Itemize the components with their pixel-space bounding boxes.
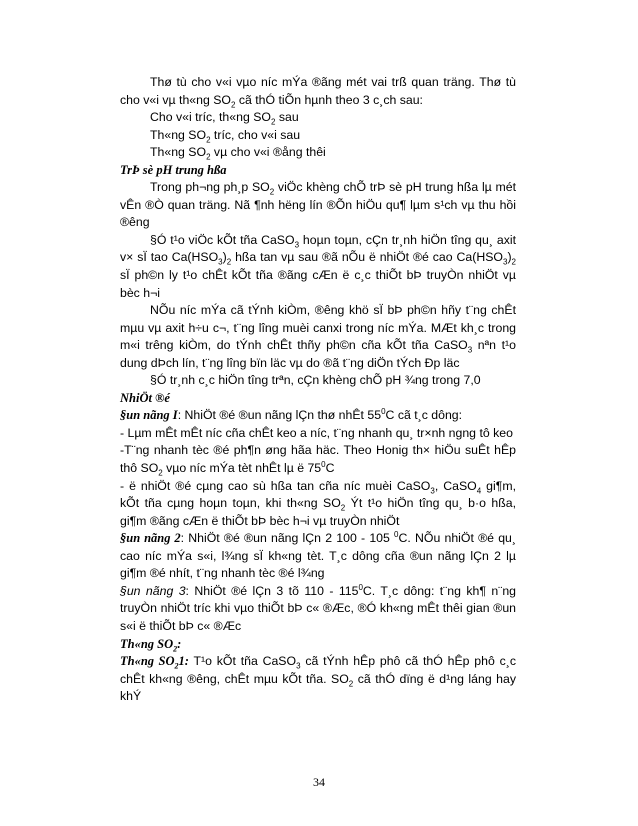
superscript: 0: [381, 407, 386, 417]
text: sau: [275, 110, 299, 125]
text: Thø tù cho v«i vµo níc mÝa ®ãng mét vai trß quan träng. Thø tù cho v«i vµ th«ng SO: [120, 75, 516, 107]
text: 1:: [178, 654, 189, 669]
subscript: 3: [296, 661, 301, 671]
text: C: [325, 461, 335, 476]
text: hßa tan vµ sau ®ã nÕu ë nhiÖt ®é cao Ca(HSO: [231, 250, 503, 265]
step-label: [120, 654, 189, 671]
text: :: [177, 636, 182, 651]
text: viÖc khèng chÕ trÞ sè pH trung hßa lµ mét vÊn ®Ò quan träng. Nã ¶nh hëng lín ®Õn hiÖu qu¶ lµm s¹ch vµ thu hồi ®êng: [120, 180, 516, 230]
subscript: 2: [226, 257, 232, 267]
subscript: 3: [430, 486, 435, 496]
text: T¹o kÕt tña CaSO: [188, 654, 297, 669]
subscript: 2: [348, 679, 354, 689]
text: sÏ ph©n ly t¹o chÊt kÕt tña ®ãng cÆn ë c¸c thiÕt bÞ truyÒn nhiÖt vµ bèc h¬i: [120, 268, 516, 300]
option-3: [120, 144, 516, 162]
text: NÕu níc mÝa cã tÝnh kiÒm, ®êng khö sÏ bÞ ph©n hñy t¨ng chÊt mµu vµ axit h÷u c¬, t¨ng lîng muèi canxi trong níc mÝa. MÆt kh¸c trong m«i trêng kiÒm, do tÝnh chÊt thñy ph©n cña kÕt tña CaSO: [120, 303, 516, 353]
text: : NhiÖt ®é ®un nãng lÇn 2 100 - 105: [180, 531, 395, 546]
subscript: 2: [270, 117, 276, 127]
paragraph: [120, 232, 516, 302]
section-heading-temperature: NhiÖt ®é: [120, 390, 170, 405]
text: vµo níc mÝa tèt nhÊt lµ ë 75: [162, 461, 322, 476]
text: Th«ng SO: [120, 654, 175, 669]
subscript: 3: [218, 257, 223, 267]
subscript: 2: [269, 187, 275, 197]
text: , CaSO: [434, 478, 477, 493]
option-2: [120, 127, 516, 145]
text: hoµn toµn, cÇn tr¸nh hiÖn tîng qu¸ axit v× sÏ tao Ca(HSO: [120, 232, 516, 265]
superscript: 0: [321, 459, 326, 469]
heating-step-3: [120, 583, 516, 636]
heating-step-1: [120, 407, 516, 425]
superscript: 0: [394, 530, 399, 540]
text: C cã t¸c dông:: [385, 408, 463, 423]
subscript: 2: [340, 503, 346, 513]
subscript: 2: [174, 661, 179, 671]
step-label: §un nãng 2: [120, 531, 181, 546]
text: Cho v«i tríc, th«ng SO: [150, 110, 271, 125]
text: : NhiÖt ®é lÇn 3 tõ 110 - 115: [185, 583, 359, 598]
heating-step-2: [120, 530, 516, 583]
text: §Ó t¹o viÖc kÕt tña CaSO: [150, 232, 295, 247]
text: cã tÝnh hÊp phô cã thÓ hÊp phô c¸c chÊt kh«ng ®êng, chÊt mµu kÕt tña. SO: [120, 654, 516, 686]
text: -T¨ng nhanh tèc ®é ph¶n øng hãa häc. Theo Honig th× hiÖu suÊt hÊp thô SO: [120, 443, 516, 476]
subscript: 3: [502, 257, 508, 267]
text: C. T¸c dông: t¨ng kh¶ n¨ng truyÒn nhiÖt tríc khi vµo thiÕt bÞ c« ®Æc, ®Ó kh«ng mÊt thêi gian ®un s«i ë thiÕt bÞ c« ®Æc: [120, 583, 516, 633]
section-heading-ph: TrÞ sè pH trung hßa: [120, 162, 227, 177]
subscript: 2: [511, 257, 516, 267]
subscript: 2: [173, 644, 178, 653]
text: Th«ng SO: [150, 127, 207, 142]
subscript: 4: [476, 486, 482, 496]
subscript: 2: [206, 152, 211, 162]
step-label: §un nãng 3: [120, 583, 186, 598]
text: cã thÓ tiÕn hµnh theo 3 c¸ch sau:: [235, 92, 423, 107]
bullet-item: - Lµm mÊt mÊt níc cña chÊt keo a níc, t¨ng nhanh qu¸ tr×nh ngng tô keo: [120, 425, 513, 440]
step-label: §un nãng I: [120, 408, 178, 423]
subscript: 2: [230, 100, 236, 109]
superscript: 0: [358, 582, 363, 592]
bullet-item: [120, 442, 516, 477]
paragraph: §Ó tr¸nh c¸c hiÖn tîng trªn, cÇn khèng chÕ pH ¾ng trong 7,0: [150, 373, 481, 388]
subscript: 3: [467, 345, 473, 355]
page-body: [120, 74, 516, 706]
subscript: 2: [206, 135, 211, 145]
bullet-item: [120, 478, 516, 531]
text: tríc, cho v«i sau: [210, 127, 301, 142]
so2-step-1: [120, 653, 516, 706]
section-heading-so2: [120, 636, 516, 654]
paragraph: [120, 179, 516, 232]
text: Th«ng SO: [150, 145, 207, 160]
text: C. NÕu nhiÖt ®é qu¸ cao níc mÝa s«i, l¾ng sÏ kh«ng tèt. T¸c dông cña ®un nãng lÇn 2 lµ gi¶m ®é nhít, t¨ng nhanh tèc ®é l¾ng: [120, 531, 516, 581]
text: gi¶m, kÕt tña cµng hoµn toµn, khi th«ng SO: [120, 478, 516, 511]
text: vµ cho v«i ®ång thêi: [210, 145, 326, 160]
text: : NhiÖt ®é ®un nãng lÇn thø nhÊt 55: [177, 408, 382, 423]
text: Ýt t¹o hiÖn tîng qu¸ b·o hßa, gi¶m ®ãng cÆn ë thiÕt bÞ bèc h¬i vµ truyÒn nhiÖt: [120, 496, 516, 528]
text: nªn t¹o dung dÞch lín, t¨ng lîng bïn läc vµ do ®ã t¨ng diÖn tÝch Ðp läc: [120, 338, 516, 370]
subscript: 2: [158, 468, 163, 478]
option-1: [120, 109, 516, 127]
subscript: 3: [294, 240, 300, 250]
text: cã thÓ dïng ë d¹ng láng hay khÝ: [120, 671, 516, 704]
paragraph: [120, 74, 516, 109]
text: Trong ph¬ng ph¸p SO: [150, 180, 270, 195]
text: ): [222, 250, 227, 265]
paragraph: [120, 302, 516, 372]
text: Th«ng SO: [120, 636, 174, 651]
text: ): [507, 250, 512, 265]
text: - ë nhiÖt ®é cµng cao sù hßa tan cña níc muèi CaSO: [120, 478, 431, 493]
page-number: 34: [313, 775, 325, 789]
